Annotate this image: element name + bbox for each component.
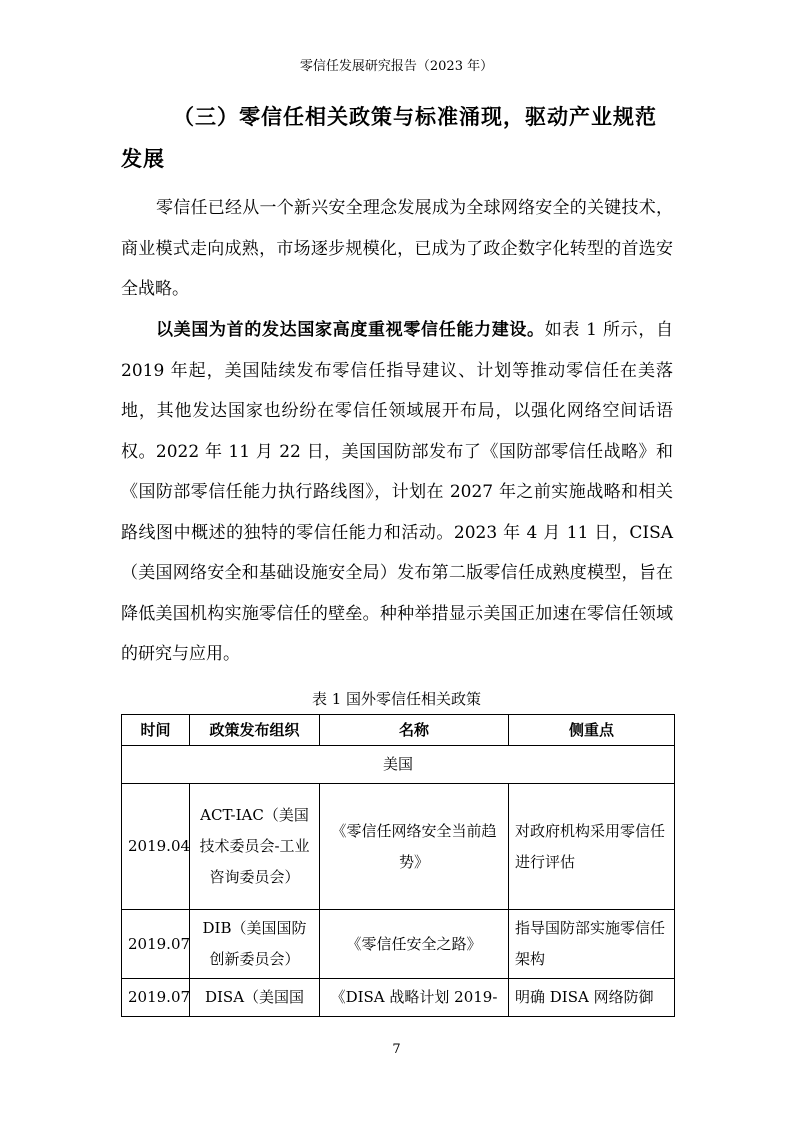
cell-time: 2019.04: [122, 784, 190, 910]
cell-focus: 对政府机构采用零信任进行评估: [509, 784, 675, 910]
table-row: [122, 784, 675, 910]
page-number: 7: [392, 1042, 401, 1057]
cell-time: 2019.07: [122, 979, 190, 1017]
cell-focus: 指导国防部实施零信任架构: [509, 910, 675, 979]
page-header: 零信任发展研究报告（2023 年）: [299, 59, 494, 74]
header-org: 政策发布组织: [190, 715, 320, 746]
cell-org: DISA（美国国: [190, 979, 320, 1017]
header-name: 名称: [320, 715, 509, 746]
cell-name: 《零信任网络安全当前趋势》: [320, 784, 509, 910]
cell-name: 《零信任安全之路》: [320, 910, 509, 979]
table-group-row: [122, 746, 675, 784]
cell-focus: 明确 DISA 网络防御: [509, 979, 675, 1017]
cell-time: 2019.07: [122, 910, 190, 979]
header-focus: 侧重点: [509, 715, 675, 746]
table-row: [122, 979, 675, 1017]
paragraph-lead: 以美国为首的发达国家高度重视零信任能力建设。: [156, 320, 545, 340]
table-header-row: [122, 715, 675, 746]
paragraph-body: 如表 1 所示，自 2019 年起，美国陆续发布零信任指导建议、计划等推动零信任在美落地，其他发达国家也纷纷在零信任领域展开布局，以强化网络空间话语权。2022 年 11 月 22 日，美国国防部发布了《国防部零信任战略》和《国防部零信任能力执行路线图》，计划在 2027 年之前实施战略和相关路线图中概述的独特的零信任能力和活动。2023 年 4 月 11 日，CISA（美国网络安全和基础设施安全局）发布第二版零信任成熟度模型，旨在降低美国机构实施零信任的壁垒。种种举措显示美国正加速在零信任领域的研究与应用。: [121, 320, 674, 664]
cell-org: ACT-IAC（美国技术委员会-工业咨询委员会）: [190, 784, 320, 910]
header-time: 时间: [122, 715, 190, 746]
cell-name: 《DISA 战略计划 2019-: [320, 979, 509, 1017]
paragraph-intro: 零信任已经从一个新兴安全理念发展成为全球网络安全的关键技术，商业模式走向成熟，市场逐步规模化，已成为了政企数字化转型的首选安全战略。: [121, 198, 673, 299]
table-row: [122, 910, 675, 979]
section-heading: （三）零信任相关政策与标准涌现，驱动产业规范发展: [121, 104, 657, 171]
policy-table: [121, 714, 675, 1017]
paragraph-us-policy: [121, 310, 673, 675]
cell-org: DIB（美国国防创新委员会）: [190, 910, 320, 979]
table-caption: 表 1 国外零信任相关政策: [311, 690, 482, 708]
group-label: 美国: [122, 746, 675, 784]
